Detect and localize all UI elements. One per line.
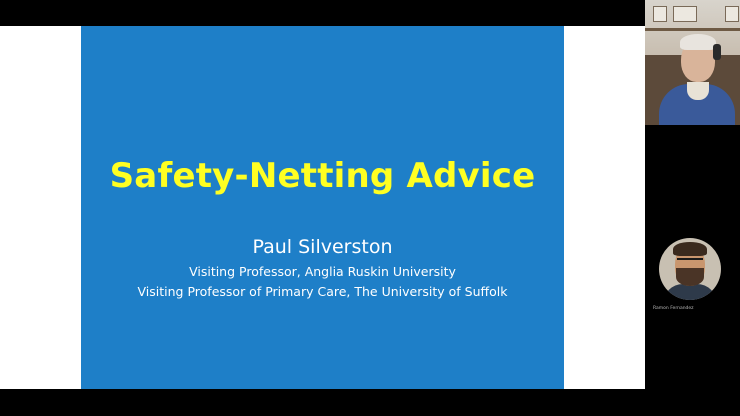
headphone-icon: [713, 44, 721, 60]
shelf: [645, 28, 740, 31]
presentation-slide: [81, 26, 564, 389]
participant-avatar[interactable]: [659, 238, 721, 300]
wall-picture: [725, 6, 739, 22]
presenter-affiliation-1: Visiting Professor, Anglia Ruskin University: [189, 264, 456, 279]
avatar-hair: [673, 242, 707, 256]
presenter-affiliation-2: Visiting Professor of Primary Care, The University of Suffolk: [137, 284, 508, 299]
wall-picture: [653, 6, 667, 22]
avatar-body: [663, 284, 717, 300]
participant-hair: [680, 34, 716, 50]
participant-name-label: Ramon Fernandez: [653, 306, 694, 311]
participant-collar: [687, 82, 709, 100]
presenter-name: Paul Silverston: [252, 236, 393, 258]
avatar-glasses: [677, 258, 703, 266]
slide-title: Safety-Netting Advice: [109, 156, 536, 196]
shared-screen-area: [0, 26, 645, 389]
participant-video-tile[interactable]: [645, 0, 740, 125]
wall-picture: [673, 6, 697, 22]
avatar-beard: [676, 268, 704, 286]
